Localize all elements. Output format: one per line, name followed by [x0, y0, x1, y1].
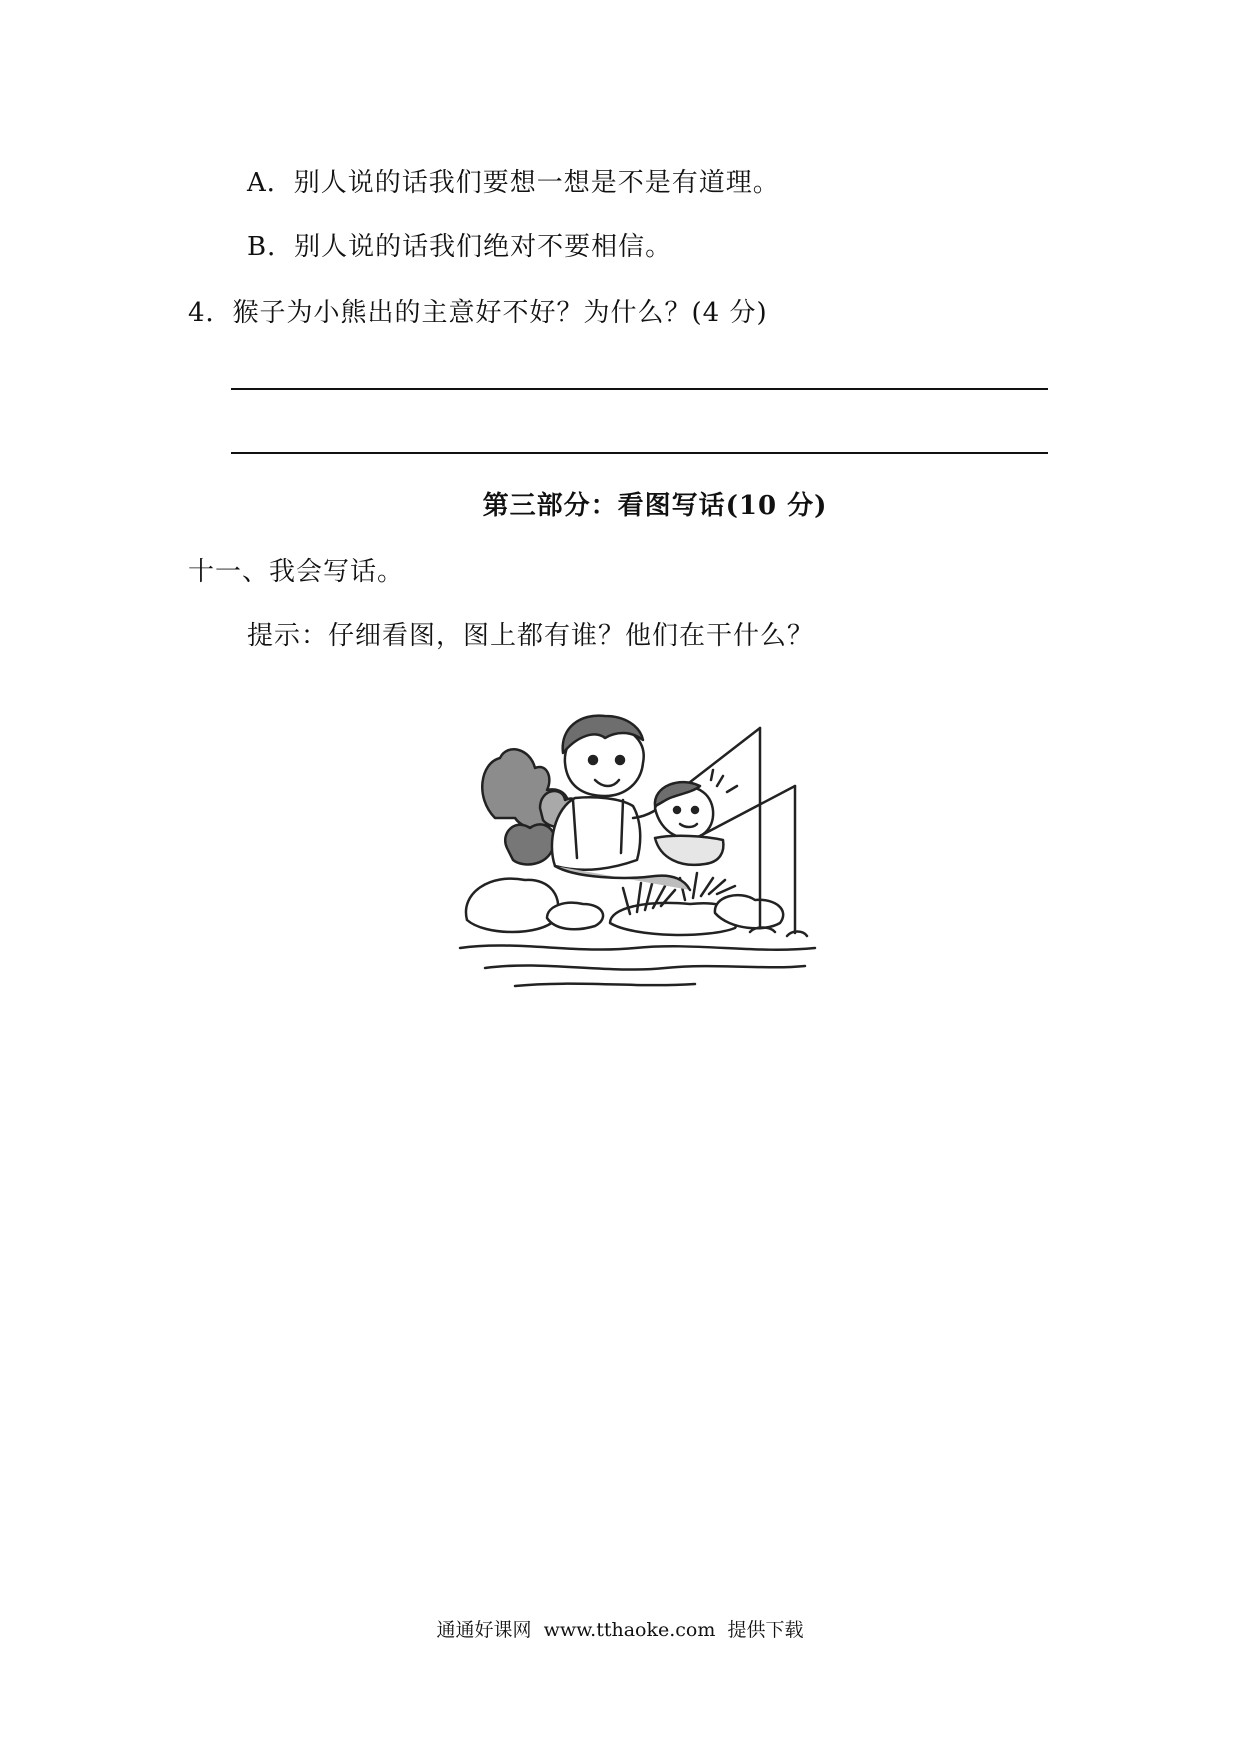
footer-text: 通通好课网 www.tthaoke.com 提供下载 — [436, 1619, 804, 1641]
answer-line-1 — [231, 388, 1048, 390]
option-a: A．别人说的话我们要想一想是不是有道理。 — [247, 168, 780, 198]
question-4: 4．猴子为小熊出的主意好不好？为什么？(4 分) — [188, 298, 768, 328]
task-11-hint: 提示：仔细看图，图上都有谁？他们在干什么？ — [247, 621, 815, 651]
section-3-title: 第三部分：看图写话(10 分) — [482, 491, 828, 521]
answer-line-2 — [231, 452, 1048, 454]
option-b: B．别人说的话我们绝对不要相信。 — [247, 232, 673, 262]
father-and-son-fishing-illustration — [455, 668, 835, 988]
task-11-heading: 十一、我会写话。 — [188, 557, 405, 587]
